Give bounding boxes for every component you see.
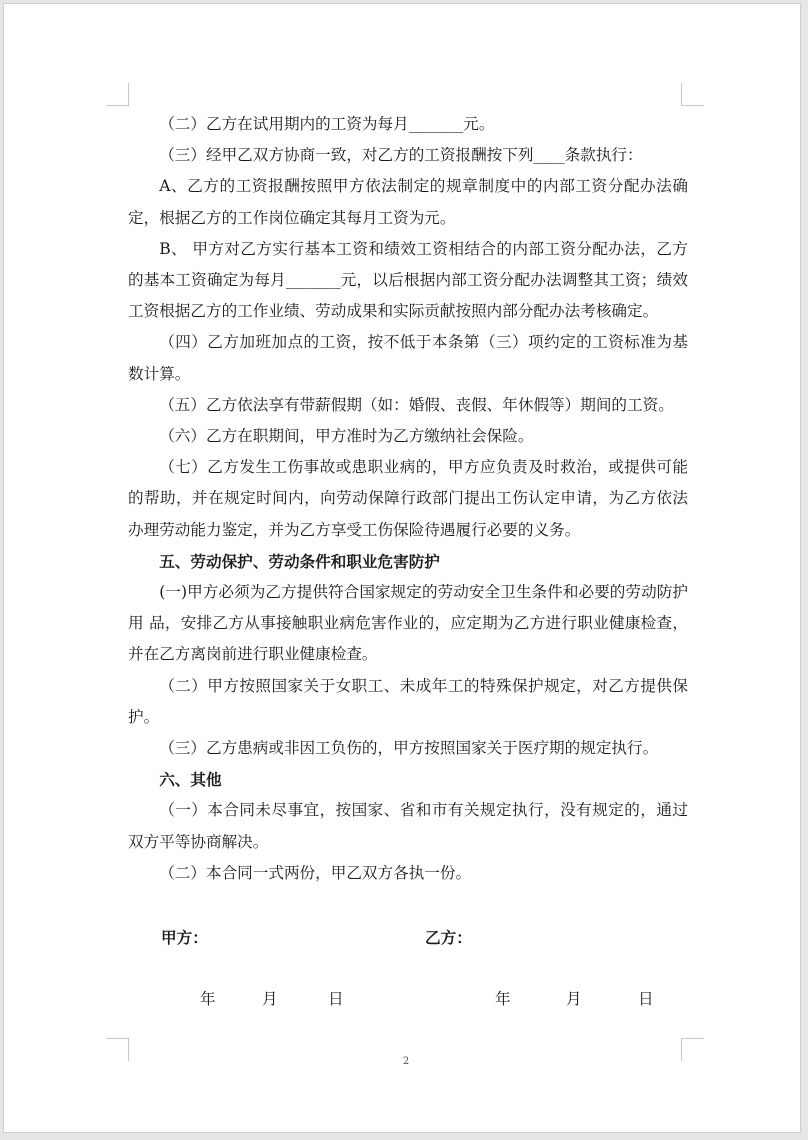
crop-mark-bottom-right xyxy=(681,1038,704,1061)
crop-mark-top-right xyxy=(681,83,704,106)
paragraph-salary-terms: （三）经甲乙双方协商一致，对乙方的工资报酬按下列____条款执行： xyxy=(159,146,643,165)
document-page xyxy=(3,3,801,1133)
paragraph-overtime: （四）乙方加班加点的工资，按不低于本条第（三）项约定的工资标准为基数计算。 xyxy=(128,333,688,383)
paragraph-safety-conditions: (一)甲方必须为乙方提供符合国家规定的劳动安全卫生条件和必要的劳动防护用 品，安排乙方从事接触职业病危害作业的，应定期为乙方进行职业健康检查，并在乙方离岗前进行职业健康检查。 xyxy=(128,583,688,664)
page-number: 2 xyxy=(402,1056,410,1067)
party-a-month: 月 xyxy=(262,990,278,1008)
paragraph-paid-leave: （五）乙方依法享有带薪假期（如：婚假、丧假、年休假等）期间的工资。 xyxy=(159,395,674,414)
crop-mark-bottom-left xyxy=(106,1038,129,1061)
section-6-title: 六、其他 xyxy=(159,770,222,790)
paragraph-medical-period: （三）乙方患病或非因工负伤的，甲方按照国家关于医疗期的规定执行。 xyxy=(159,739,659,758)
paragraph-probation-salary: （二）乙方在试用期内的工资为每月_______元。 xyxy=(159,115,495,133)
section-5-title: 五、劳动保护、劳动条件和职业危害防护 xyxy=(159,551,440,571)
paragraph-special-protection: （二）甲方按照国家关于女职工、未成年工的特殊保护规定，对乙方提供保护。 xyxy=(128,676,688,726)
paragraph-option-a: A、乙方的工资报酬按照甲方依法制定的规章制度中的内部工资分配办法确定，根据乙方的工作岗位确定其每月工资为元。 xyxy=(128,177,688,227)
party-b-label: 乙方： xyxy=(425,928,472,947)
paragraph-option-b: B、 甲方对乙方实行基本工资和绩效工资相结合的内部工资分配办法，乙方的基本工资确定为每月_______元，以后根据内部工资分配办法调整其工资；绩效工资根据乙方的工作业绩、劳动成果和实际贡献按照内部分配办法考核确定。 xyxy=(128,239,688,321)
crop-mark-top-left xyxy=(106,83,129,106)
party-b-month: 月 xyxy=(566,990,582,1008)
paragraph-unaddressed-matters: （一）本合同未尽事宜，按国家、省和市有关规定执行，没有规定的，通过双方平等协商解决。 xyxy=(128,801,688,851)
document-body xyxy=(128,109,688,889)
party-a-day: 日 xyxy=(328,990,344,1008)
paragraph-social-insurance: （六）乙方在职期间，甲方准时为乙方缴纳社会保险。 xyxy=(159,427,534,446)
paragraph-work-injury: （七）乙方发生工伤事故或患职业病的，甲方应负责及时救治，或提供可能的帮助，并在规定时间内，向劳动保障行政部门提出工伤认定申请，为乙方依法办理劳动能力鉴定，并为乙方享受工伤保险待遇履行必要的义务。 xyxy=(128,458,688,539)
paragraph-copies: （二）本合同一式两份，甲乙双方各执一份。 xyxy=(159,863,472,882)
party-a-label: 甲方： xyxy=(161,928,208,947)
party-a-year: 年 xyxy=(200,990,216,1008)
party-b-day: 日 xyxy=(638,990,654,1008)
party-b-year: 年 xyxy=(495,990,511,1008)
